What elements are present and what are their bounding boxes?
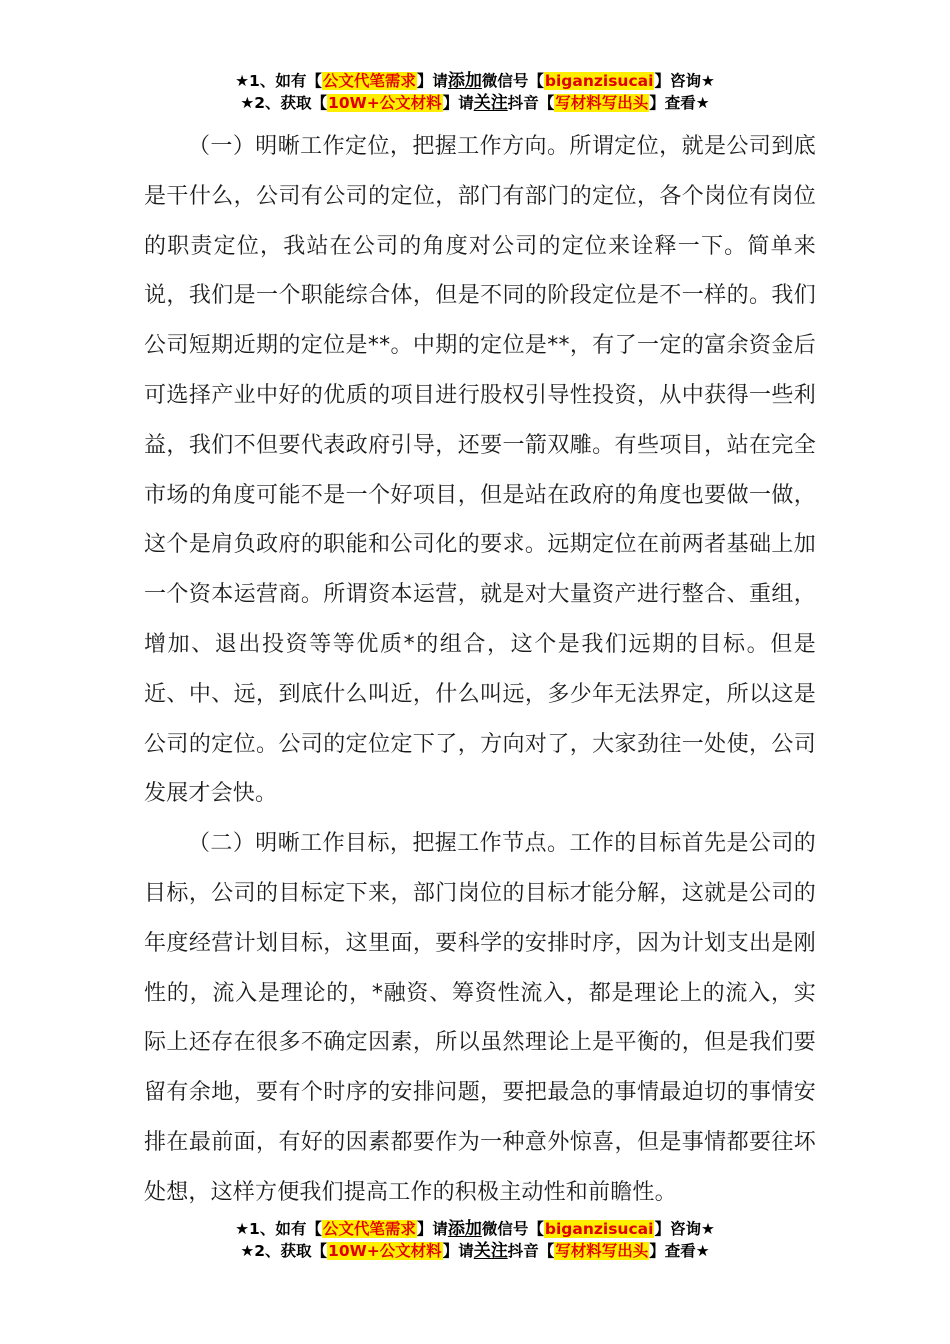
douyin-id-highlight: 写材料写出头 [555, 1242, 649, 1260]
materials-highlight: 10W+公文材料 [328, 94, 442, 112]
douyin-id-highlight: 写材料写出头 [555, 94, 649, 112]
paragraph-positioning: （一）明晰工作定位，把握工作方向。所谓定位，就是公司到底是干什么，公司有公司的定位，部门有部门的定位，各个岗位有岗位的职责定位，我站在公司的角度对公司的定位来诠释一下。简单来说，我们是一个职能综合体，但是不同的阶段定位是不一样的。我们公司短期近期的定位是**。中期的定位是**，有了一定的富余资金后可选择产业中好的优质的项目进行股权引导性投资，从中获得一些利益，我们不但要代表政府引导，还要一箭双雕。有些项目，站在完全市场的角度可能不是一个好项目，但是站在政府的角度也要做一做，这个是肩负政府的职能和公司化的要求。远期定位在前两者基础上加一个资本运营商。所谓资本运营，就是对大量资产进行整合、重组，增加、退出投资等等优质*的组合，这个是我们远期的目标。但是近、中、远，到底什么叫近，什么叫远，多少年无法界定，所以这是公司的定位。公司的定位定下了，方向对了，大家劲往一处使，公司发展才会快。 [144, 134, 816, 807]
banner-text: 】咨询★ [654, 1220, 715, 1238]
bottom-banner [0, 1218, 950, 1262]
banner-line-1 [0, 1218, 950, 1240]
banner-text: 】查看★ [649, 94, 710, 112]
banner-text: 微信号【 [481, 1220, 544, 1238]
banner-text: 】请 [442, 94, 474, 112]
banner-emphasis: 添加 [447, 1219, 482, 1239]
banner-text: 微信号【 [481, 72, 544, 90]
banner-text: 】咨询★ [654, 72, 715, 90]
banner-text: 抖音【 [507, 1242, 555, 1260]
top-banner [0, 70, 950, 114]
banner-emphasis: 关注 [473, 93, 508, 113]
banner-line-2 [0, 92, 950, 114]
wechat-id-highlight: biganzisucai [544, 72, 654, 90]
banner-text: ★2、获取【 [240, 1242, 328, 1260]
banner-text: ★2、获取【 [240, 94, 328, 112]
banner-text: 】请 [416, 1220, 448, 1238]
banner-text: ★1、如有【 [235, 72, 322, 90]
materials-highlight: 10W+公文材料 [328, 1242, 442, 1260]
banner-text: 】查看★ [649, 1242, 710, 1260]
banner-text: 抖音【 [507, 94, 555, 112]
banner-emphasis: 关注 [473, 1241, 508, 1261]
banner-text: 】请 [442, 1242, 474, 1260]
paragraph-goals: （二）明晰工作目标，把握工作节点。工作的目标首先是公司的目标，公司的目标定下来，部门岗位的目标才能分解，这就是公司的年度经营计划目标，这里面，要科学的安排时序，因为计划支出是刚性的，流入是理论的，*融资、筹资性流入，都是理论上的流入，实际上还存在很多不确定因素，所以虽然理论上是平衡的，但是我们要留有余地，要有个时序的安排问题，要把最急的事情最迫切的事情安排在最前面，有好的因素都要作为一种意外惊喜，但是事情都要往坏处想，这样方便我们提高工作的积极主动性和前瞻性。 [144, 831, 816, 1205]
service-highlight: 公文代笔需求 [322, 72, 416, 90]
service-highlight: 公文代笔需求 [322, 1220, 416, 1238]
banner-emphasis: 添加 [447, 71, 482, 91]
banner-line-1 [0, 70, 950, 92]
banner-text: ★1、如有【 [235, 1220, 322, 1238]
banner-line-2 [0, 1240, 950, 1262]
wechat-id-highlight: biganzisucai [544, 1220, 654, 1238]
document-body [144, 122, 816, 1218]
banner-text: 】请 [416, 72, 448, 90]
